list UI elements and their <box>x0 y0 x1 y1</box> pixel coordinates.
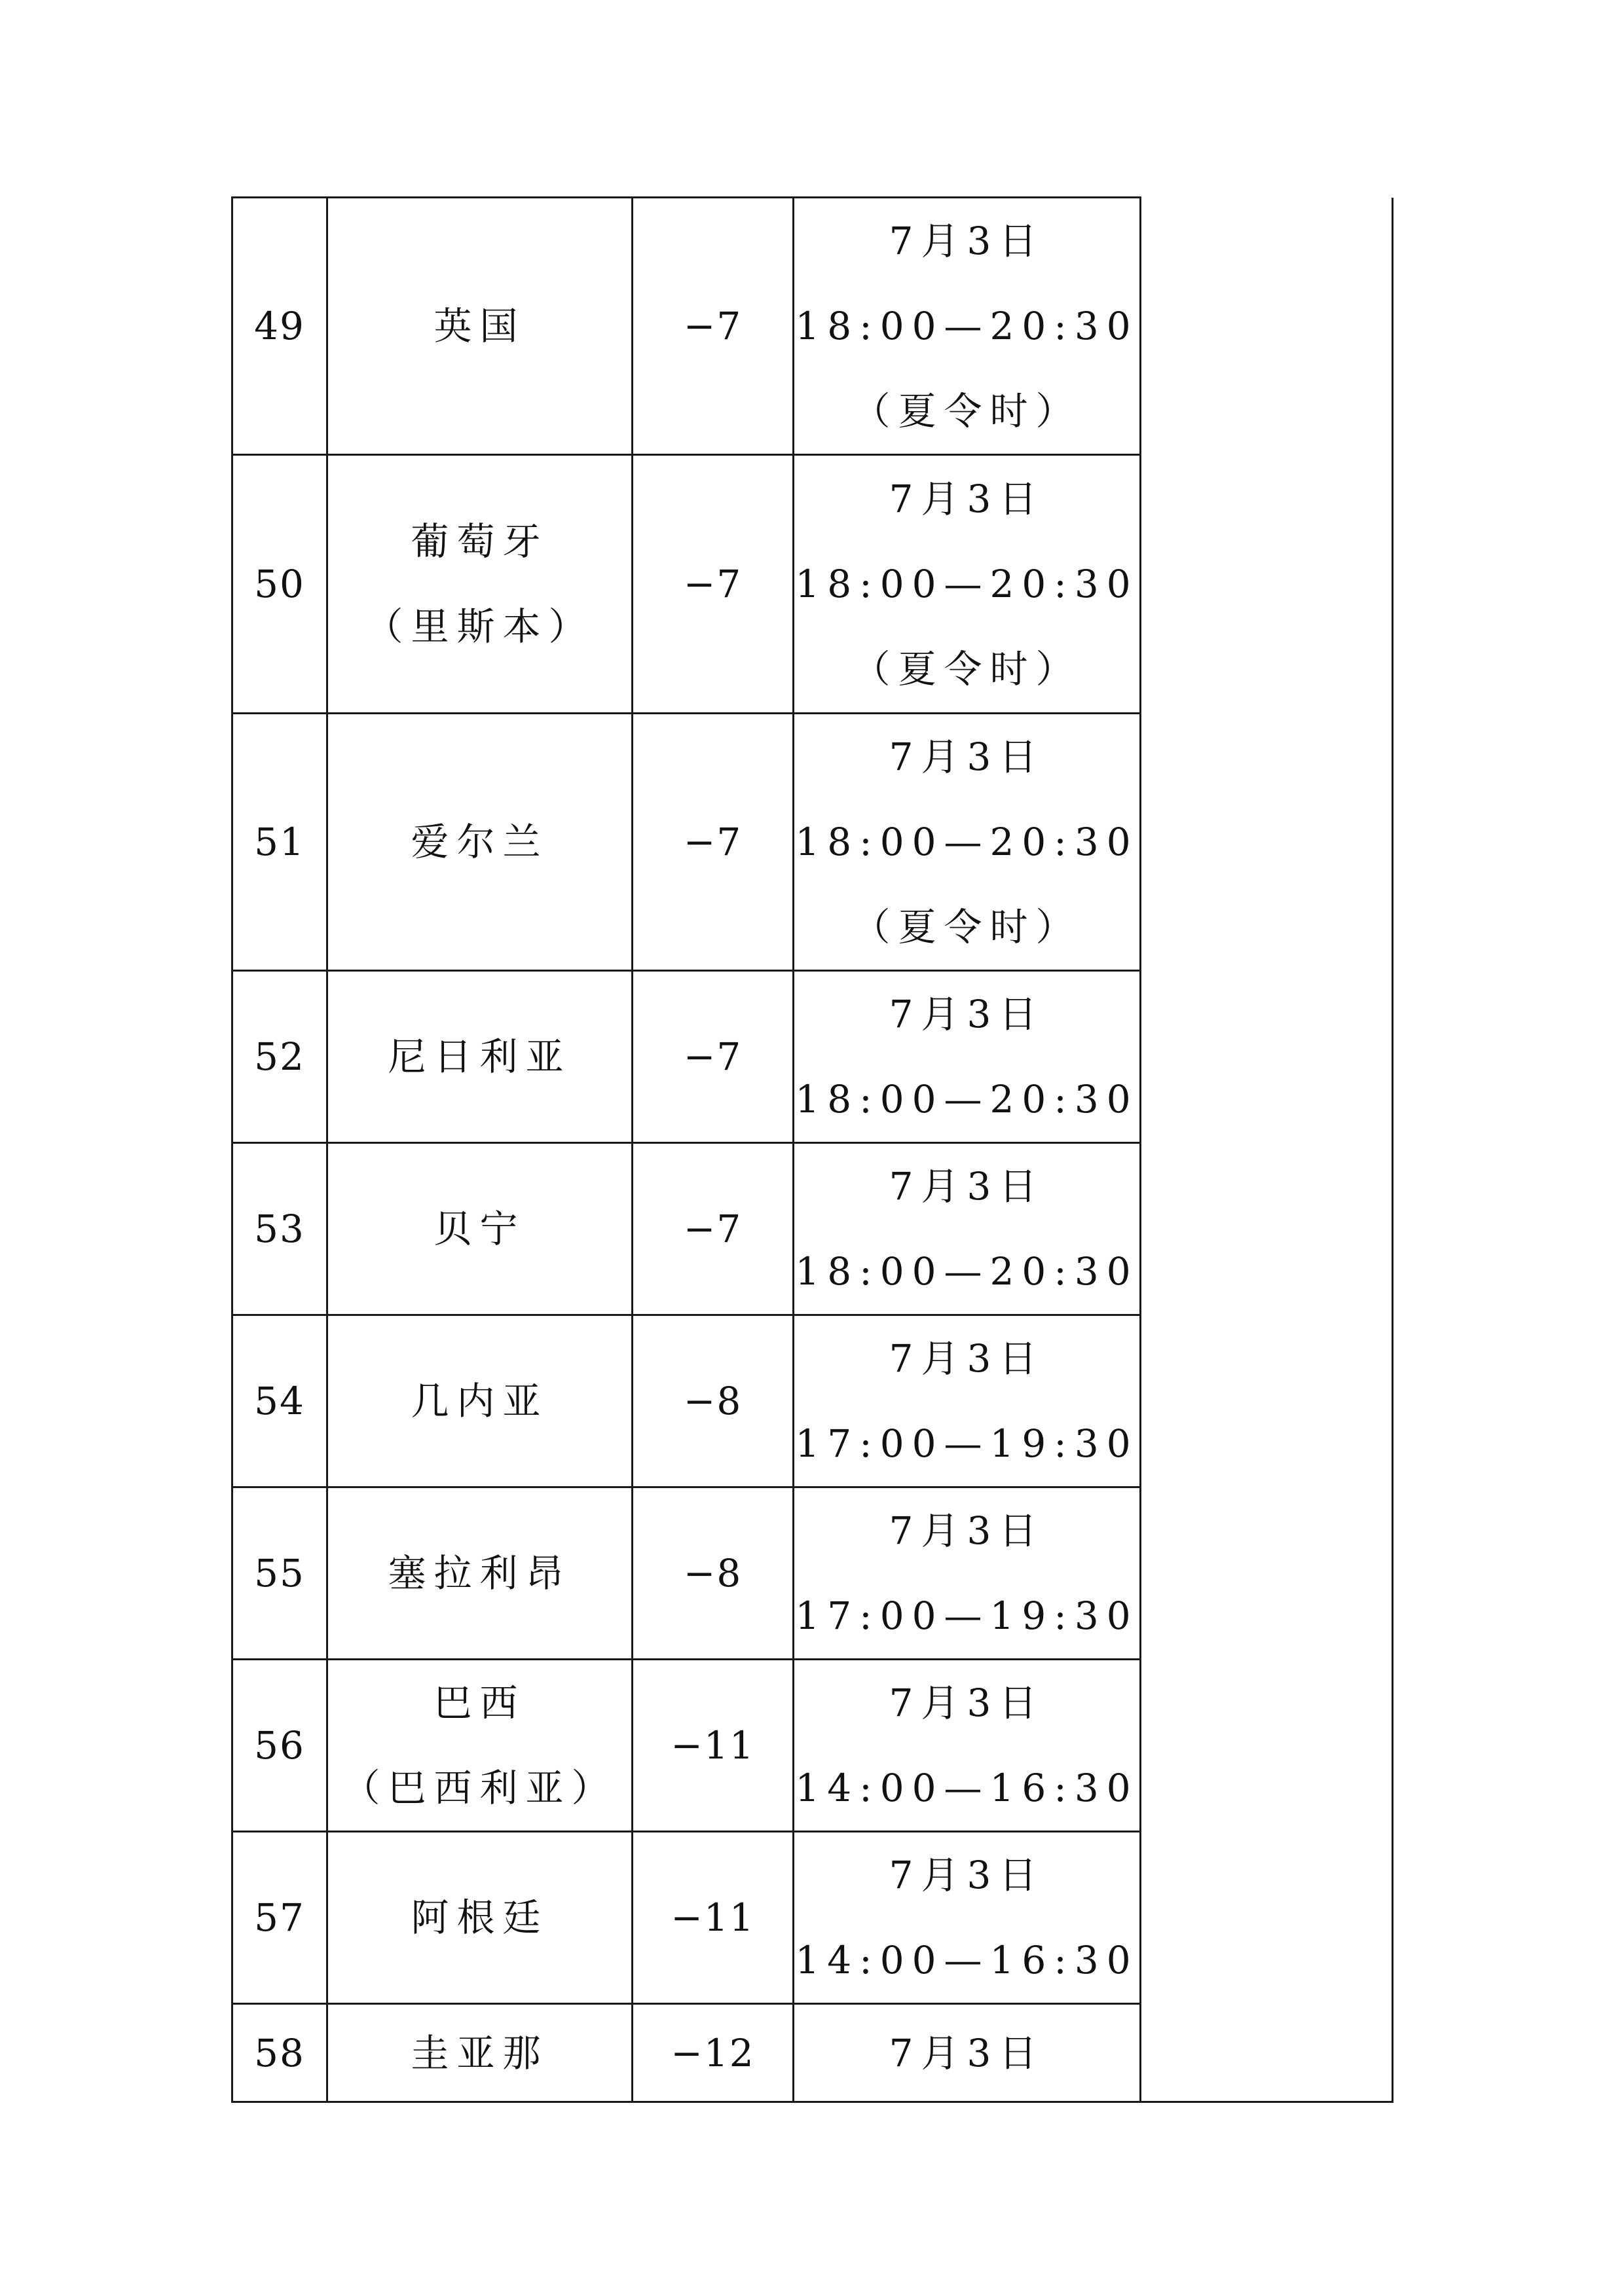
local-time-line: 7月3日 <box>889 1336 1045 1381</box>
row-number-cell: 52 <box>232 971 327 1143</box>
local-time-line: 14:00—16:30 <box>795 1938 1139 1982</box>
notes-cell <box>1141 1660 1393 1832</box>
local-time-line: 7月3日 <box>889 477 1045 521</box>
local-time-line: 17:00—19:30 <box>795 1421 1139 1466</box>
country-line: 塞拉利昂 <box>388 1551 572 1595</box>
time-difference-cell: −12 <box>633 2004 794 2102</box>
notes-cell <box>1141 714 1393 971</box>
table-body <box>232 198 1393 2102</box>
row-number-cell: 57 <box>232 1832 327 2004</box>
time-difference-cell: −8 <box>633 1487 794 1660</box>
time-difference-cell: −8 <box>633 1315 794 1487</box>
country-cell <box>327 198 633 455</box>
table-row <box>232 1832 1393 2004</box>
notes-cell <box>1141 198 1393 455</box>
local-time-cell <box>794 198 1141 455</box>
country-cell <box>327 971 633 1143</box>
local-time-line: 18:00—20:30 <box>795 1077 1139 1121</box>
country-line: 几内亚 <box>411 1379 549 1423</box>
country-line: 英国 <box>434 304 526 348</box>
country-line: （里斯本） <box>365 604 595 649</box>
local-time-cell <box>794 1487 1141 1660</box>
row-number-cell: 53 <box>232 1143 327 1315</box>
local-time-cell <box>794 1143 1141 1315</box>
table-row <box>232 714 1393 971</box>
time-difference-cell: −7 <box>633 714 794 971</box>
time-schedule-table <box>231 196 1393 2103</box>
country-cell <box>327 1143 633 1315</box>
local-time-cell <box>794 971 1141 1143</box>
local-time-cell <box>794 2004 1141 2102</box>
country-cell <box>327 1832 633 2004</box>
local-time-line: 18:00—20:30 <box>795 304 1139 348</box>
table-row <box>232 2004 1393 2102</box>
local-time-cell <box>794 455 1141 714</box>
table-row <box>232 198 1393 455</box>
notes-cell <box>1141 2004 1393 2102</box>
table-row <box>232 455 1393 714</box>
time-difference-cell: −7 <box>633 455 794 714</box>
country-cell <box>327 455 633 714</box>
local-time-line: 17:00—19:30 <box>795 1594 1139 1638</box>
notes-cell <box>1141 1315 1393 1487</box>
country-line: 阿根廷 <box>411 1895 549 1940</box>
notes-cell <box>1141 1832 1393 2004</box>
row-number-cell: 54 <box>232 1315 327 1487</box>
row-number-cell: 55 <box>232 1487 327 1660</box>
country-line: 尼日利亚 <box>388 1034 572 1079</box>
country-cell <box>327 1660 633 1832</box>
local-time-line: 14:00—16:30 <box>795 1766 1139 1810</box>
row-number-cell: 51 <box>232 714 327 971</box>
notes-cell <box>1141 455 1393 714</box>
country-cell <box>327 2004 633 2102</box>
notes-cell <box>1141 1487 1393 1660</box>
local-time-cell <box>794 1660 1141 1832</box>
time-difference-cell: −7 <box>633 1143 794 1315</box>
table-row <box>232 1143 1393 1315</box>
table-row <box>232 1487 1393 1660</box>
local-time-line: 7月3日 <box>889 1681 1045 1725</box>
local-time-line: 7月3日 <box>889 1853 1045 1897</box>
local-time-line: 7月3日 <box>889 1164 1045 1209</box>
table-row <box>232 1315 1393 1487</box>
local-time-line: 7月3日 <box>889 992 1045 1036</box>
local-time-line: （夏令时） <box>852 389 1082 433</box>
local-time-line: （夏令时） <box>852 905 1082 949</box>
local-time-line: 18:00—20:30 <box>795 820 1139 864</box>
notes-cell <box>1141 971 1393 1143</box>
table-row <box>232 1660 1393 1832</box>
row-number-cell: 56 <box>232 1660 327 1832</box>
row-number-cell: 49 <box>232 198 327 455</box>
row-number-cell: 50 <box>232 455 327 714</box>
time-difference-cell: −7 <box>633 971 794 1143</box>
notes-cell <box>1141 1143 1393 1315</box>
country-cell <box>327 1315 633 1487</box>
country-line: 葡萄牙 <box>411 519 549 564</box>
country-line: 贝宁 <box>434 1207 526 1251</box>
local-time-cell <box>794 1832 1141 2004</box>
row-number-cell: 58 <box>232 2004 327 2102</box>
time-difference-cell: −11 <box>633 1832 794 2004</box>
country-cell <box>327 1487 633 1660</box>
time-difference-cell: −11 <box>633 1660 794 1832</box>
country-line: 巴西 <box>434 1681 526 1725</box>
local-time-line: 7月3日 <box>889 735 1045 779</box>
local-time-line: 7月3日 <box>889 1508 1045 1553</box>
local-time-line: （夏令时） <box>852 647 1082 691</box>
local-time-cell <box>794 1315 1141 1487</box>
country-cell <box>327 714 633 971</box>
local-time-line: 18:00—20:30 <box>795 1249 1139 1294</box>
table-row <box>232 971 1393 1143</box>
time-difference-cell: −7 <box>633 198 794 455</box>
country-line: （巴西利亚） <box>342 1766 618 1810</box>
local-time-cell <box>794 714 1141 971</box>
local-time-line: 18:00—20:30 <box>795 562 1139 606</box>
local-time-line: 7月3日 <box>889 2030 1045 2075</box>
country-line: 爱尔兰 <box>411 820 549 864</box>
local-time-line: 7月3日 <box>889 219 1045 263</box>
country-line: 圭亚那 <box>411 2030 549 2075</box>
